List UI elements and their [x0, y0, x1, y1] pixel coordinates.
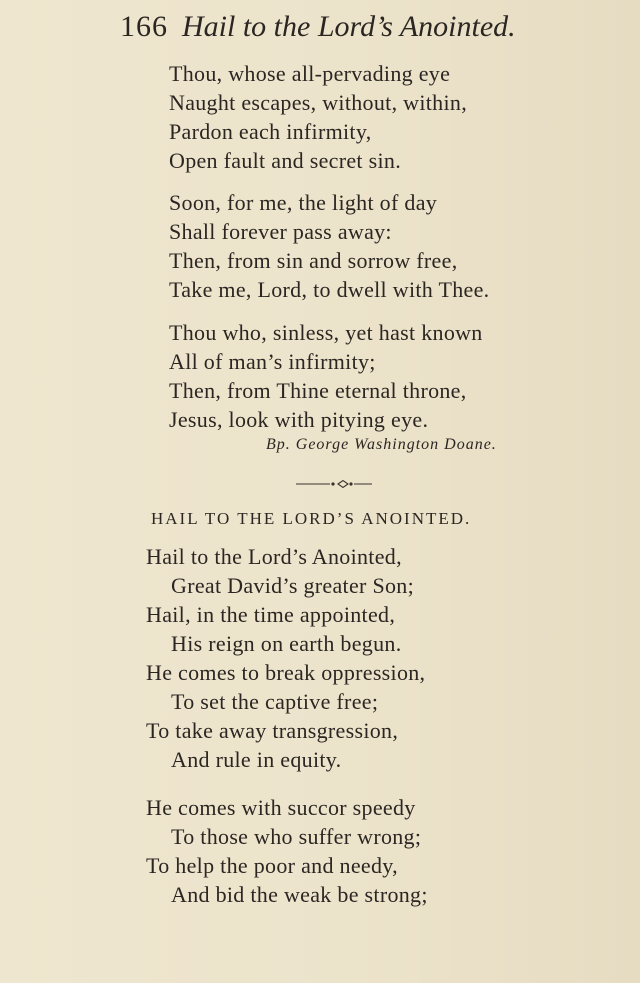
verse-line: Then, from Thine eternal throne, — [169, 378, 467, 403]
verse-line: To take away transgression, — [146, 718, 399, 743]
verse-line: Hail to the Lord’s Anointed, — [146, 544, 402, 569]
verse-line: And bid the weak be strong; — [171, 882, 428, 907]
hymn1-stanza-1 — [169, 59, 467, 175]
ornament-divider — [294, 476, 376, 492]
verse-line: Great David’s greater Son; — [171, 573, 414, 598]
verse-line: Then, from sin and sorrow free, — [169, 248, 458, 273]
page-header — [120, 8, 516, 46]
verse-line: To set the captive free; — [171, 689, 379, 714]
hymn2-stanza-1 — [146, 542, 425, 774]
verse-line: And rule in equity. — [171, 747, 342, 772]
verse-line: Hail, in the time appointed, — [146, 602, 396, 627]
verse-line: Thou who, sinless, yet hast known — [169, 320, 483, 345]
hymn-title: HAIL TO THE LORD’S ANOINTED. — [151, 509, 472, 528]
page-number: 166 — [120, 10, 168, 43]
verse-line: To help the poor and needy, — [146, 853, 398, 878]
verse-line: Naught escapes, without, within, — [169, 90, 467, 115]
hymn2-stanza-2 — [146, 793, 428, 909]
verse-line: He comes to break oppression, — [146, 660, 426, 685]
verse-line: All of man’s infirmity; — [169, 349, 376, 374]
verse-line: Take me, Lord, to dwell with Thee. — [169, 277, 490, 302]
running-title: Hail to the Lord’s Anointed. — [182, 10, 516, 43]
verse-line: Soon, for me, the light of day — [169, 190, 438, 215]
verse-line: Open fault and secret sin. — [169, 148, 401, 173]
verse-line: He comes with succor speedy — [146, 795, 416, 820]
verse-line: Pardon each infirmity, — [169, 119, 372, 144]
hymn1-stanza-2 — [169, 188, 489, 304]
verse-line: Shall forever pass away: — [169, 219, 392, 244]
author-attribution: Bp. George Washington Doane. — [266, 436, 497, 453]
verse-line: Jesus, look with pitying eye. — [169, 407, 429, 432]
verse-line: Thou, whose all-pervading eye — [169, 61, 451, 86]
verse-line: To those who suffer wrong; — [171, 824, 422, 849]
hymn1-stanza-3 — [169, 318, 483, 434]
verse-line: His reign on earth begun. — [171, 631, 402, 656]
